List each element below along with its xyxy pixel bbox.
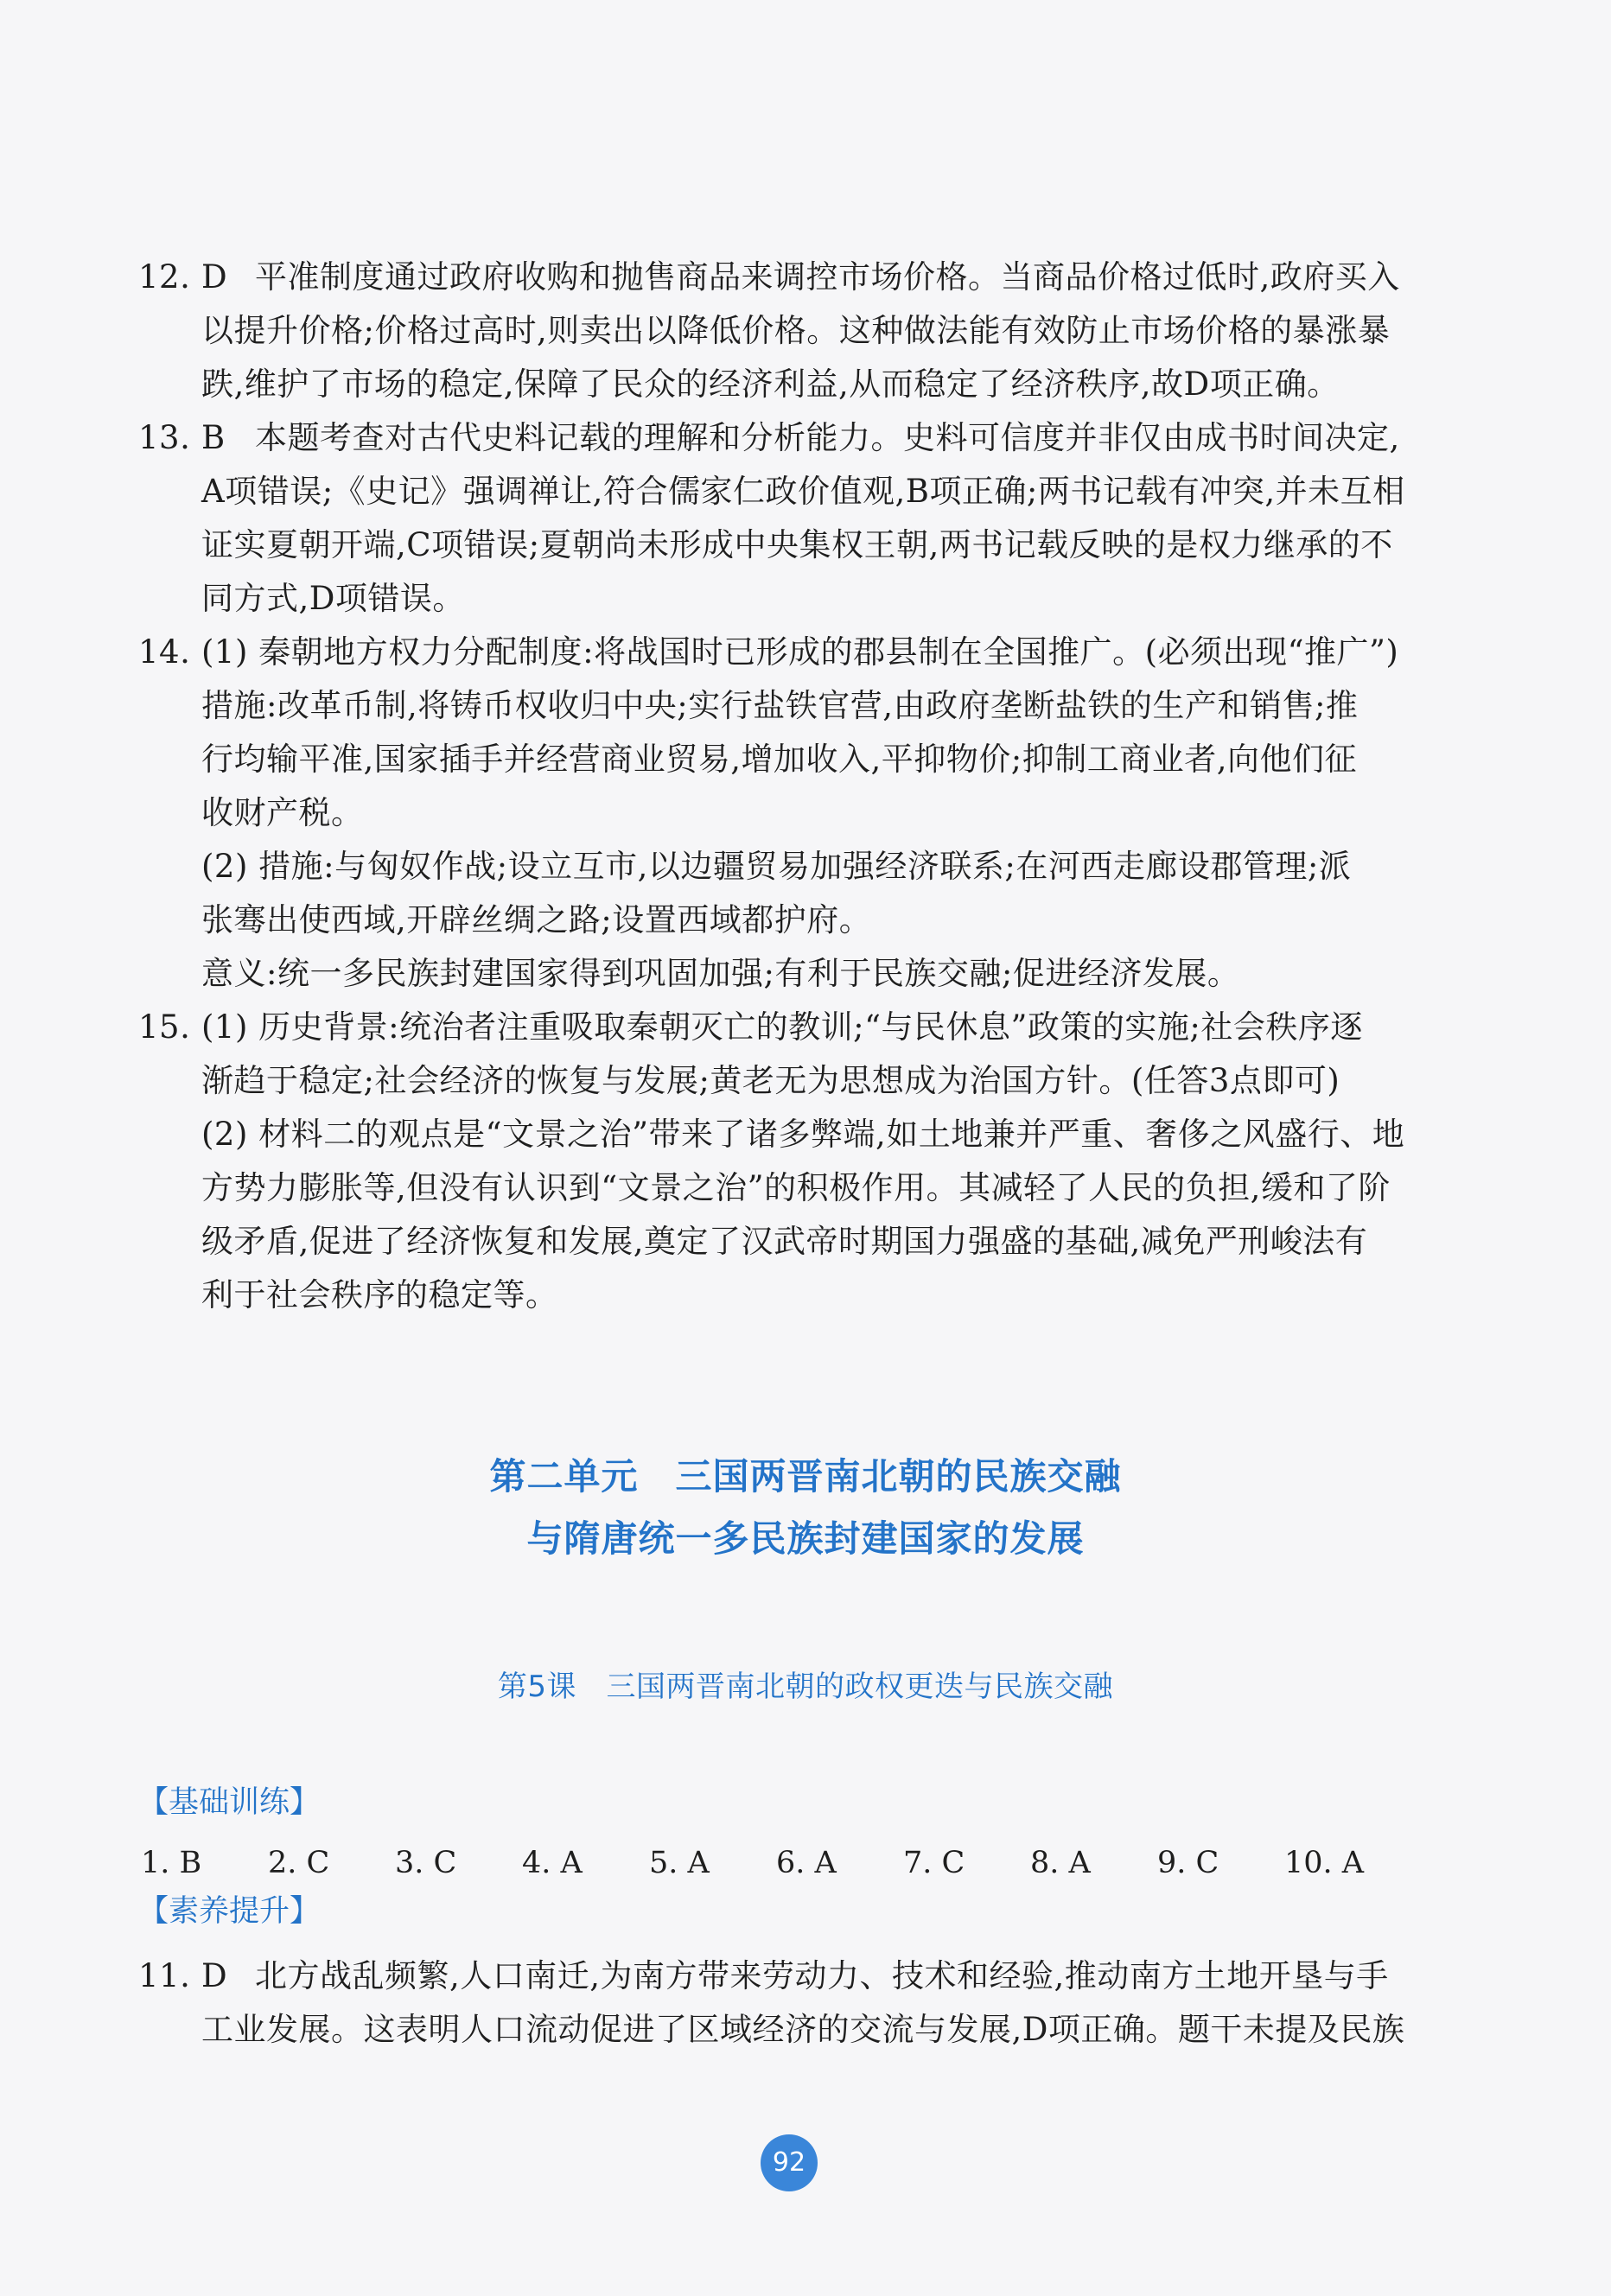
answer-item: 8. A bbox=[1030, 1846, 1091, 1880]
question-number bbox=[138, 626, 190, 679]
answer-line: 工业发展。这表明人口流动促进了区域经济的交流与发展,D项正确。题干未提及民族 bbox=[201, 2011, 1405, 2048]
answer-line: 证实夏朝开端,C项错误;夏朝尚未形成中央集权王朝,两书记载反映的是权力继承的不 bbox=[201, 526, 1393, 563]
answer-line: 收财产税。 bbox=[201, 794, 364, 831]
answer-line: 意义:统一多民族封建国家得到巩固加强;有利于民族交融;促进经济发展。 bbox=[201, 955, 1240, 992]
page-number: 92 bbox=[761, 2134, 818, 2191]
answer-item: 4. A bbox=[522, 1846, 583, 1880]
answer-text: 本题考查对古代史料记载的理解和分析能力。史料可信度并非仅由成书时间决定, bbox=[255, 419, 1400, 456]
question-number-text: 15. bbox=[138, 1008, 191, 1046]
answer-line: 利于社会秩序的稳定等。 bbox=[201, 1276, 558, 1313]
answer-line: 渐趋于稳定;社会经济的恢复与发展;黄老无为思想成为治国方针。(任答3点即可) bbox=[201, 1062, 1340, 1099]
answer-letter: B bbox=[201, 419, 226, 456]
answer-line: (2) 措施:与匈奴作战;设立互市,以边疆贸易加强经济联系;在河西走廊设郡管理;派 bbox=[201, 848, 1352, 885]
answer-line: (2) 材料二的观点是“文景之治”带来了诸多弊端,如土地兼并严重、奢侈之风盛行、地 bbox=[201, 1116, 1405, 1153]
answer-line: 级矛盾,促进了经济恢复和发展,奠定了汉武帝时期国力强盛的基础,减免严刑峻法有 bbox=[201, 1223, 1368, 1260]
question-11-block bbox=[138, 1949, 1443, 2057]
answer-content bbox=[138, 251, 1443, 1322]
unit-title-line-2: 与隋唐统一多民族封建国家的发展 bbox=[526, 1517, 1085, 1560]
answer-line: 张骞出使西域,开辟丝绸之路;设置西域都护府。 bbox=[201, 901, 872, 938]
question-number-text: 11. bbox=[138, 1957, 191, 1994]
answer-line bbox=[201, 251, 1443, 304]
answer-item: 7. C bbox=[903, 1846, 965, 1880]
question-12 bbox=[138, 251, 1443, 411]
question-number bbox=[138, 1001, 190, 1054]
answer-letter: D bbox=[201, 258, 228, 296]
answer-text: 平准制度通过政府收购和抛售商品来调控市场价格。当商品价格过低时,政府买入 bbox=[255, 258, 1400, 296]
answer-item: 5. A bbox=[649, 1846, 710, 1880]
question-number-text: 13. bbox=[138, 419, 191, 456]
answer-item: 9. C bbox=[1157, 1846, 1219, 1880]
answer-item: 6. A bbox=[776, 1846, 837, 1880]
question-number-text: 14. bbox=[138, 633, 191, 671]
unit-title-line-1: 第二单元 三国两晋南北朝的民族交融 bbox=[489, 1455, 1122, 1498]
section-literacy-improvement: 【素养提升】 bbox=[138, 1894, 321, 1929]
answer-line: 措施:改革币制,将铸币权收归中央;实行盐铁官营,由政府垄断盐铁的生产和销售;推 bbox=[201, 687, 1359, 724]
answer-line: 以提升价格;价格过高时,则卖出以降低价格。这种做法能有效防止市场价格的暴涨暴 bbox=[201, 312, 1391, 349]
answer-line: 跌,维护了市场的稳定,保障了民众的经济利益,从而稳定了经济秩序,故D项正确。 bbox=[201, 366, 1340, 403]
question-number bbox=[138, 411, 190, 465]
answer-line: 同方式,D项错误。 bbox=[201, 580, 465, 617]
answer-item: 2. C bbox=[268, 1846, 330, 1880]
question-number-text: 12. bbox=[138, 258, 191, 296]
question-15 bbox=[138, 1001, 1443, 1322]
question-11 bbox=[138, 1949, 1443, 2057]
question-14 bbox=[138, 626, 1443, 1001]
question-number bbox=[138, 251, 190, 304]
answer-item: 3. C bbox=[395, 1846, 457, 1880]
answer-letter: D bbox=[201, 1957, 228, 1994]
answer-line bbox=[201, 1949, 1443, 2003]
question-number bbox=[138, 1949, 190, 2003]
answer-item: 1. B bbox=[141, 1846, 202, 1880]
answer-item: 10. A bbox=[1284, 1846, 1365, 1880]
answer-line: (1) 历史背景:统治者注重吸取秦朝灭亡的教训;“与民休息”政策的实施;社会秩序逐 bbox=[201, 1008, 1363, 1046]
question-13 bbox=[138, 411, 1443, 626]
multiple-choice-answers bbox=[141, 1846, 1411, 1880]
answer-text: 北方战乱频繁,人口南迁,为南方带来劳动力、技术和经验,推动南方土地开垦与手 bbox=[255, 1957, 1389, 1994]
answer-line bbox=[201, 411, 1443, 465]
lesson-title: 第5课 三国两晋南北朝的政权更迭与民族交融 bbox=[497, 1670, 1114, 1704]
answer-line: 方势力膨胀等,但没有认识到“文景之治”的积极作用。其减轻了人民的负担,缓和了阶 bbox=[201, 1169, 1391, 1206]
answer-line: 行均输平准,国家插手并经营商业贸易,增加收入,平抑物价;抑制工商业者,向他们征 bbox=[201, 741, 1358, 778]
answer-line: A项错误;《史记》强调禅让,符合儒家仁政价值观,B项正确;两书记载有冲突,并未互相 bbox=[201, 473, 1405, 510]
answer-line: (1) 秦朝地方权力分配制度:将战国时已形成的郡县制在全国推广。(必须出现“推广”) bbox=[201, 633, 1399, 671]
section-basic-training: 【基础训练】 bbox=[138, 1785, 321, 1820]
